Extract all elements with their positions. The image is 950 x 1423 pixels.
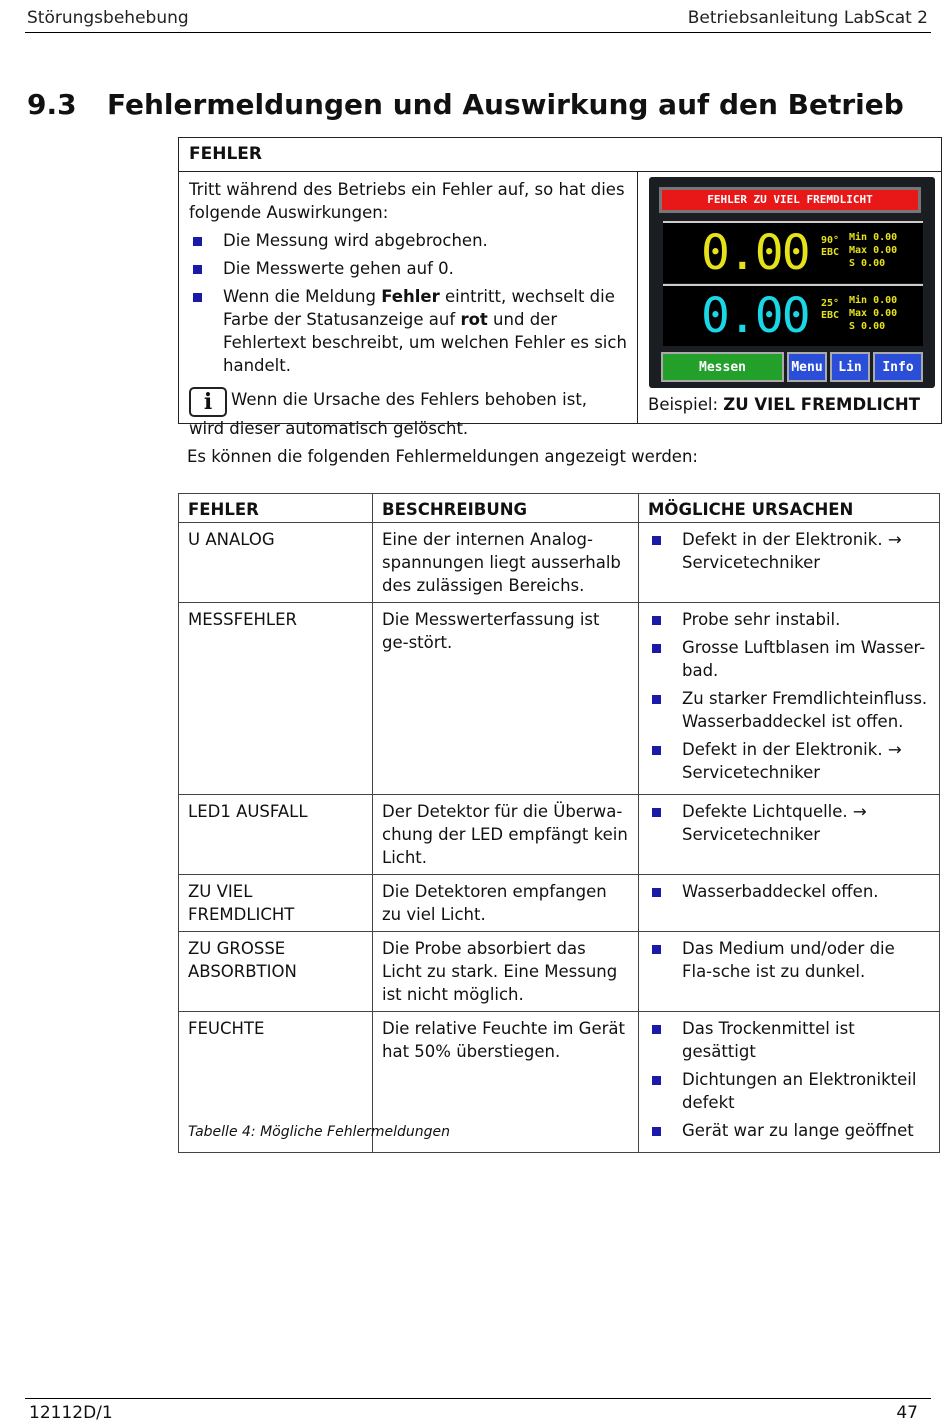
- table-row: [179, 795, 940, 875]
- cell-beschreibung: Die Detektoren empfangen zu viel Licht.: [373, 875, 639, 932]
- bullet-text: Die Messung wird abgebrochen.: [223, 231, 488, 250]
- cell-fehler: ZU VIEL FREMDLICHT: [179, 875, 373, 932]
- ursache-text: Defekt in der Elektronik. → Servicetechniker: [682, 530, 902, 572]
- cell-beschreibung: Die Messwerterfassung ist ge-stört.: [373, 603, 639, 795]
- section-title: Fehlermeldungen und Auswirkung auf den Betrieb: [107, 88, 904, 121]
- bullet-square-icon: [193, 265, 202, 274]
- col-header-fehler: FEHLER: [179, 494, 373, 523]
- value-display: 0.00: [701, 225, 809, 281]
- menu-button: Menu: [787, 352, 827, 382]
- table-intro: Es können die folgenden Fehlermeldungen angezeigt werden:: [187, 447, 698, 466]
- cell-ursachen: [639, 932, 940, 1012]
- cell-fehler: U ANALOG: [179, 523, 373, 603]
- ursache-item: [648, 880, 930, 903]
- fehler-intro: Tritt während des Betriebs ein Fehler auf, so hat dies folgende Auswirkungen:: [189, 180, 625, 222]
- value-display: 0.00: [701, 288, 809, 344]
- ursache-text: Wasserbaddeckel offen.: [682, 882, 879, 901]
- bullet-square-icon: [652, 1127, 661, 1136]
- device-screen-image: [649, 177, 935, 388]
- col-header-ursachen: MÖGLICHE URSACHEN: [639, 494, 940, 523]
- table-header-row: [179, 494, 940, 523]
- ursache-text: Probe sehr instabil.: [682, 610, 841, 629]
- document-number: 12112D/1: [29, 1403, 113, 1423]
- bullet-text: und der Fehlertext beschreibt, um welchen Fehler es sich handelt.: [223, 310, 627, 375]
- messen-button: Messen: [661, 352, 784, 382]
- bullet-square-icon: [652, 945, 661, 954]
- col-header-beschreibung: BESCHREIBUNG: [373, 494, 639, 523]
- cell-ursachen: [639, 603, 940, 795]
- bullet-square-icon: [652, 808, 661, 817]
- cell-ursachen: [639, 795, 940, 875]
- bullet-square-icon: [193, 237, 202, 246]
- status-bar: FEHLER ZU VIEL FREMDLICHT: [659, 187, 921, 213]
- bullet-item: [189, 229, 627, 252]
- measurement-panel-2: [663, 284, 923, 346]
- cell-beschreibung: Eine der internen Analog-spannungen liegt ausserhalb des zulässigen Bereichs.: [373, 523, 639, 603]
- info-button: Info: [873, 352, 923, 382]
- cell-beschreibung: Die Probe absorbiert das Licht zu stark. Eine Messung ist nicht möglich.: [373, 932, 639, 1012]
- bullet-text: Wenn die Meldung: [223, 287, 382, 306]
- cell-beschreibung: Die relative Feuchte im Gerät hat 50% überstiegen.: [373, 1012, 639, 1153]
- table-row: [179, 932, 940, 1012]
- cell-ursachen: [639, 1012, 940, 1153]
- table-row: [179, 523, 940, 603]
- bullet-square-icon: [652, 536, 661, 545]
- ursache-item: [648, 1068, 930, 1114]
- table-caption: Tabelle 4: Mögliche Fehlermeldungen: [188, 1124, 450, 1140]
- bullet-item: [189, 257, 627, 280]
- bullet-square-icon: [652, 1025, 661, 1034]
- ursache-item: [648, 800, 930, 846]
- angle-label: 90° EBC: [821, 235, 840, 258]
- table-row: [179, 603, 940, 795]
- angle-label: 25° EBC: [821, 298, 840, 321]
- error-table: [178, 493, 940, 1153]
- ursache-item: [648, 636, 930, 682]
- bullet-square-icon: [652, 695, 661, 704]
- header-chapter: Störungsbehebung: [27, 8, 189, 28]
- stats-block: Min 0.00 Max 0.00 S 0.00: [849, 295, 898, 332]
- cell-fehler: FEUCHTE: [179, 1012, 373, 1153]
- ursache-text: Grosse Luftblasen im Wasser-bad.: [682, 638, 926, 680]
- bullet-square-icon: [652, 746, 661, 755]
- ursache-text: Defekt in der Elektronik. → Servicetechniker: [682, 740, 902, 782]
- cell-beschreibung: Der Detektor für die Überwa-chung der LED empfängt kein Licht.: [373, 795, 639, 875]
- bullet-square-icon: [652, 1076, 661, 1085]
- bullet-square-icon: [652, 616, 661, 625]
- ursache-text: Zu starker Fremdlichteinfluss. Wasserbaddeckel ist offen.: [682, 689, 928, 731]
- bullet-square-icon: [652, 888, 661, 897]
- measurement-panel-1: [663, 221, 923, 283]
- ursache-item: [648, 1119, 930, 1142]
- example-column: [638, 172, 941, 423]
- ursache-item: [648, 687, 930, 733]
- ursache-text: Gerät war zu lange geöffnet: [682, 1121, 914, 1140]
- section-number: 9.3: [27, 88, 77, 121]
- bullet-text-bold: rot: [460, 310, 488, 329]
- bullet-text: Die Messwerte gehen auf 0.: [223, 259, 454, 278]
- ursache-item: [648, 608, 930, 631]
- table-row: [179, 875, 940, 932]
- fehler-box-heading: FEHLER: [179, 138, 941, 172]
- header-manual-title: Betriebsanleitung LabScat 2: [687, 8, 928, 28]
- ursache-text: Dichtungen an Elektronikteil defekt: [682, 1070, 917, 1112]
- bullet-square-icon: [652, 644, 661, 653]
- example-caption: Beispiel: ZU VIEL FREMDLICHT: [648, 395, 920, 414]
- ursache-text: Das Medium und/oder die Fla-sche ist zu dunkel.: [682, 939, 895, 981]
- bullet-square-icon: [193, 293, 202, 302]
- info-icon: i: [189, 387, 227, 417]
- ursache-item: [648, 528, 930, 574]
- info-note: [189, 387, 627, 440]
- page-footer: [25, 1398, 931, 1423]
- cell-fehler: ZU GROSSE ABSORBTION: [179, 932, 373, 1012]
- ursache-item: [648, 738, 930, 784]
- ursache-text: Defekte Lichtquelle. → Servicetechniker: [682, 802, 867, 844]
- ursache-text: Das Trockenmittel ist gesättigt: [682, 1019, 855, 1061]
- ursache-item: [648, 1017, 930, 1063]
- cell-fehler: LED1 AUSFALL: [179, 795, 373, 875]
- cell-fehler: MESSFEHLER: [179, 603, 373, 795]
- cell-ursachen: [639, 875, 940, 932]
- bullet-item: [189, 285, 627, 377]
- page-header: [25, 6, 931, 33]
- page-number: 47: [896, 1403, 918, 1423]
- info-text: Wenn die Ursache des Fehlers behoben ist, wird dieser automatisch gelöscht.: [189, 390, 588, 438]
- fehler-box: [178, 137, 942, 438]
- ursache-item: [648, 937, 930, 983]
- bullet-text: eintritt, wechselt die Farbe der Statusanzeige auf: [223, 287, 615, 329]
- stats-block: Min 0.00 Max 0.00 S 0.00: [849, 232, 898, 269]
- bullet-text-bold: Fehler: [381, 287, 440, 306]
- fehler-box-text: [179, 172, 638, 438]
- cell-ursachen: [639, 523, 940, 603]
- lin-button: Lin: [830, 352, 870, 382]
- section-heading: [27, 88, 904, 121]
